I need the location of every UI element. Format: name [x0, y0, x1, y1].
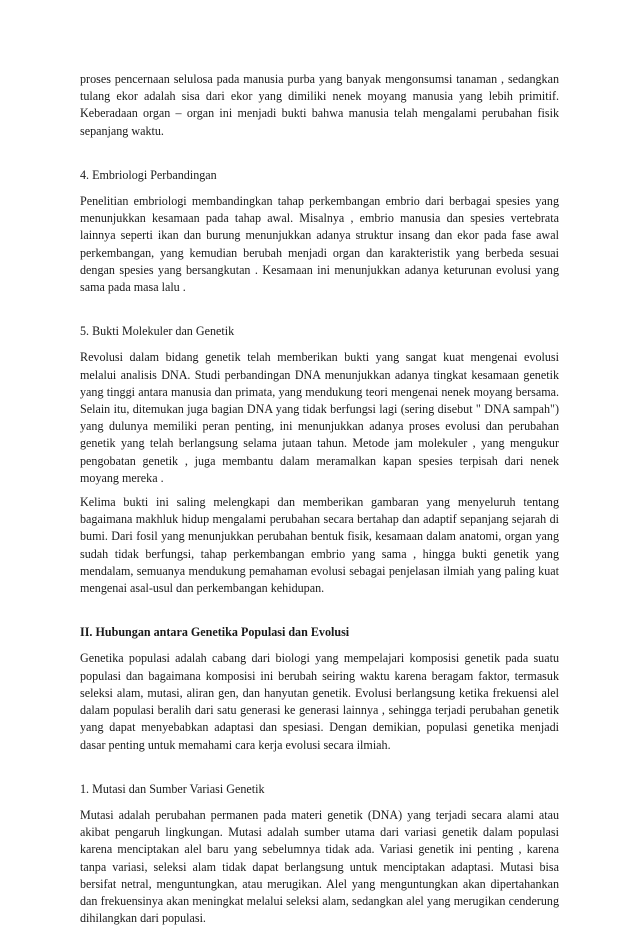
- paragraph-embriologi: Penelitian embriologi membandingkan tahap perkembangan embrio dari berbagai spesies yang menunjukkan kesamaan pada tahap awal. Misalnya , embrio manusia dan spesies vertebrata lainnya seperti ikan dan burung menunjukkan adanya struktur insang dan ekor pada fase awal perkembangan, yang kemudian berubah menjadi organ dan karakteristik yang berbeda sesuai dengan spesies yang bersangkutan . Kesamaan ini menunjukkan adanya keturunan evolusi yang sama pada masa lalu .: [80, 194, 559, 295]
- paragraph-section-2: Genetika populasi adalah cabang dari biologi yang mempelajari komposisi genetik pada suatu populasi dan bagaimana komposisi ini berubah seiring waktu karena beragam faktor, termasuk seleksi alam, mutasi, aliran gen, dan hanyutan genetik. Evolusi berlangsung ketika frekuensi alel dalam populasi beralih dari satu generasi ke generasi lainnya , sehingga terjadi perubahan genetik yang dapat menyebabkan adaptasi dan spesiasi. Dengan demikian, populasi genetika menjadi dasar penting untuk memahami cara kerja evolusi secara ilmiah.: [80, 651, 559, 752]
- paragraph-kesimpulan: Kelima bukti ini saling melengkapi dan memberikan gambaran yang menyeluruh tentang bagaimana makhluk hidup mengalami perubahan secara bertahap dan adaptif sepanjang sejarah di bumi. Dari fosil yang menunjukkan perubahan bentuk fisik, kesamaan dalam anatomi, organ yang sudah tidak berfungsi, tahap perkembangan embrio yang sama , hingga bukti genetik yang mendalam, semuanya mendukung pemahaman evolusi sebagai penjelasan ilmiah yang paling kuat mengenai asal-usul dan perkembangan kehidupan.: [80, 495, 559, 596]
- paragraph-intro: proses pencernaan selulosa pada manusia purba yang banyak mengonsumsi tanaman , sedangkan tulang ekor adalah sisa dari ekor yang dimiliki nenek moyang manusia yang lebih primitif. Keberadaan organ – organ ini menjadi bukti bahwa manusia telah mengalami perubahan fisik sepanjang waktu.: [80, 72, 559, 138]
- spacer: [80, 296, 559, 323]
- spacer: [80, 140, 559, 167]
- spacer: [80, 798, 559, 807]
- document-page: [80, 71, 559, 927]
- spacer: [80, 340, 559, 349]
- paragraph-mutasi: Mutasi adalah perubahan permanen pada materi genetik (DNA) yang terjadi secara alami atau akibat pengaruh lingkungan. Mutasi adalah sumber utama dari variasi genetik dalam populasi karena menciptakan alel baru yang sebelumnya tidak ada. Variasi genetik ini penting , karena tanpa variasi, seleksi alam tidak dapat berlangsung untuk menciptakan adaptasi. Mutasi bisa bersifat netral, menguntungkan, atau merugikan. Alel yang menguntungkan akan dipertahankan dan frekuensinya akan meningkat melalui seleksi alam, sedangkan alel yang merugikan cenderung dihilangkan dari populasi.: [80, 807, 559, 926]
- paragraph-molekuler: Revolusi dalam bidang genetik telah memberikan bukti yang sangat kuat mengenai evolusi melalui analisis DNA. Studi perbandingan DNA menunjukkan adanya tingkat kesamaan genetik yang tinggi antara manusia dan primata, yang mendukung teori mengenai nenek moyang bersama. Selain itu, ditemukan juga bagian DNA yang tidak berfungsi lagi (sering disebut " DNA sampah") yang dulunya memiliki peran penting, ini menunjukkan adanya proses evolusi dan perubahan genetik yang telah berlangsung selama jutaan tahun. Metode jam molekuler , yang mengukur pengobatan genetik , juga membantu dalam meramalkan kapan spesies terpisah dari nenek moyang mereka .: [80, 350, 559, 485]
- heading-mutasi: 1. Mutasi dan Sumber Variasi Genetik: [80, 781, 265, 796]
- spacer: [80, 597, 559, 624]
- spacer: [80, 641, 559, 650]
- spacer: [80, 184, 559, 193]
- heading-section-2: II. Hubungan antara Genetika Populasi dan Evolusi: [80, 625, 350, 640]
- spacer: [80, 754, 559, 781]
- heading-embriologi: 4. Embriologi Perbandingan: [80, 167, 217, 182]
- spacer: [80, 487, 559, 494]
- heading-molekuler: 5. Bukti Molekuler dan Genetik: [80, 324, 235, 339]
